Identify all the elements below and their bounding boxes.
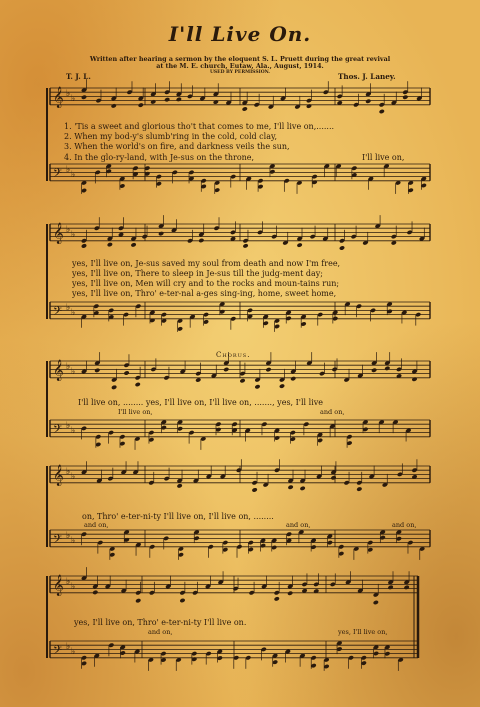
note-head [179, 598, 185, 603]
flat-icon: ♭ [66, 577, 71, 587]
note-head [92, 590, 98, 595]
note-head [404, 585, 410, 590]
flat-icon: ♭ [71, 94, 76, 104]
flat-icon: ♭ [71, 170, 76, 180]
subtitle-line-1: Written after hearing a sermon by the eloquent S. L. Pruett during the great revival [89, 55, 391, 63]
note-head [288, 485, 294, 490]
flat-icon: ♭ [66, 531, 71, 541]
chorus-lyric-1: I'll live on, ........ yes, I'll live on, I'll live on, ......., yes, I'll live [78, 398, 324, 407]
flat-icon: ♭ [66, 165, 71, 175]
note-head [176, 97, 182, 102]
flat-icon: ♭ [71, 582, 76, 592]
note-head [297, 242, 303, 247]
verse-line-2-1: yes, I'll live on, Je-sus saved my soul from death and now I'm free, [72, 259, 341, 268]
flat-icon: ♭ [71, 536, 76, 546]
lyricist-credit: T. J. L. [66, 72, 91, 81]
note-head [384, 366, 390, 371]
flat-icon: ♭ [71, 367, 76, 377]
note-head [330, 475, 336, 480]
note-head [138, 102, 144, 107]
verse-2: 2. When my bod-y's slumb'ring in the cold, cold clay, [64, 132, 277, 141]
note-head [107, 242, 113, 247]
chorus-lyric-3: yes, I'll live on, Thro' e-ter-ni-ty I'll live on. [74, 618, 247, 627]
permission-note: USED BY PERMISSION. [209, 70, 271, 75]
flat-icon: ♭ [71, 426, 76, 436]
note-head [111, 385, 117, 390]
note-head [388, 585, 394, 590]
note-head [356, 486, 362, 491]
flat-icon: ♭ [71, 472, 76, 482]
flat-icon: ♭ [71, 647, 76, 657]
note-head [371, 368, 377, 373]
note-head [158, 231, 164, 236]
chorus-bass-1a: I'll live on, [118, 408, 153, 416]
verse-4: 4. In the glo-ry-land, with Je-sus on the throne, [64, 153, 255, 162]
treble-clef-icon: 𝄞 [53, 465, 64, 486]
composer-credit: Thos. J. Laney. [338, 72, 396, 81]
note-head [252, 487, 258, 492]
note-head [239, 378, 245, 383]
flat-icon: ♭ [66, 642, 71, 652]
flat-icon: ♭ [71, 308, 76, 318]
note-head [223, 367, 229, 372]
note-head [290, 376, 296, 381]
verse-line-2-2: yes, I'll live on, There to sleep in Je-sus till the judg-ment day; [72, 269, 323, 278]
note-head [94, 368, 100, 373]
verse-1: 1. 'Tis a sweet and glorious tho't that comes to me, I'll live on,....... [64, 122, 335, 131]
bass-lyric-1: I'll live on, [362, 153, 405, 162]
note-head [213, 99, 219, 104]
chorus-bass-3a: and on, [148, 628, 173, 636]
note-head [254, 384, 260, 389]
subtitle-line-2: at the M. E. church, Eutaw, Ala., August, 1914. [156, 62, 324, 70]
note-head [198, 238, 204, 243]
bass-clef-icon: 𝄢 [53, 305, 63, 321]
note-head [81, 243, 87, 248]
flat-icon: ♭ [66, 362, 71, 372]
flat-icon: ♭ [71, 230, 76, 240]
treble-clef-icon: 𝄞 [53, 87, 64, 108]
note-head [242, 106, 248, 111]
note-head [402, 95, 408, 100]
flat-icon: ♭ [66, 303, 71, 313]
chorus-bass-2a: and on, [84, 521, 109, 529]
song-title: I'll Live On. [168, 22, 312, 46]
bass-clef-icon: 𝄢 [53, 644, 63, 660]
treble-clef-icon: 𝄞 [53, 360, 64, 381]
chorus-heading: Chorus. [216, 351, 251, 359]
bass-clef-icon: 𝄢 [53, 167, 63, 183]
note-head [379, 109, 385, 114]
note-head [279, 383, 285, 388]
note-head [287, 591, 293, 596]
treble-clef-icon: 𝄞 [53, 223, 64, 244]
flat-icon: ♭ [66, 89, 71, 99]
chorus-bass-3b: yes, I'll live on, [338, 628, 388, 636]
note-head [339, 245, 345, 250]
note-head [274, 596, 280, 601]
note-head [111, 103, 117, 108]
flat-icon: ♭ [66, 225, 71, 235]
note-head [365, 99, 371, 104]
note-head [150, 99, 156, 104]
chorus-bass-2c: and on, [392, 521, 417, 529]
note-head [123, 370, 129, 375]
note-head [373, 600, 379, 605]
chorus-bass-1b: and on, [320, 408, 345, 416]
chorus-lyric-2: on, Thro' e-ter-ni-ty I'll live on, I'll live on, ........ [82, 512, 274, 521]
treble-clef-icon: 𝄞 [53, 575, 64, 596]
note-head [265, 367, 271, 372]
flat-icon: ♭ [66, 467, 71, 477]
note-head [135, 382, 141, 387]
note-head [177, 483, 183, 488]
bass-clef-icon: 𝄢 [53, 423, 63, 439]
note-head [242, 243, 248, 248]
note-head [135, 598, 141, 603]
bass-clef-icon: 𝄢 [53, 533, 63, 549]
verse-line-2-3: yes, I'll live on, Men will cry and to the rocks and moun-tains run; [72, 279, 340, 288]
verse-line-2-4: yes, I'll live on, Thro' e-ter-nal a-ges sing-ing, home, sweet home, [72, 289, 337, 298]
flat-icon: ♭ [66, 421, 71, 431]
note-head [300, 486, 306, 491]
note-head [164, 97, 170, 102]
note-head [81, 95, 87, 100]
note-head [130, 242, 136, 247]
note-head [306, 103, 312, 108]
note-head [411, 377, 417, 382]
verse-3: 3. When the world's on fire, and darkness veils the sun, [64, 142, 290, 151]
chorus-bass-2b: and on, [286, 521, 311, 529]
